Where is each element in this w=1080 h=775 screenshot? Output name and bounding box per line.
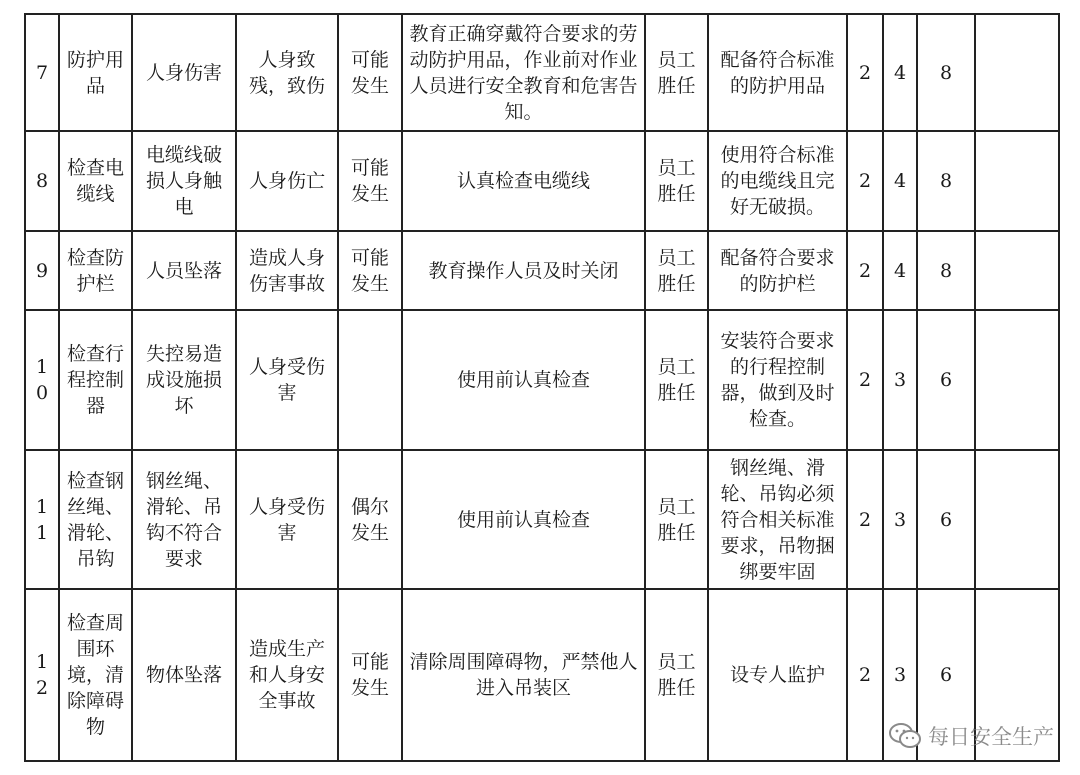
remark — [975, 450, 1059, 589]
possibility: 偶尔发生 — [338, 450, 402, 589]
l-value: 2 — [847, 131, 883, 231]
hazard: 物体坠落 — [132, 589, 236, 761]
control-measure: 教育操作人员及时关闭 — [402, 231, 645, 310]
competence: 员工胜任 — [645, 131, 708, 231]
control-measure: 教育正确穿戴符合要求的劳动防护用品，作业前对作业人员进行安全教育和危害告知。 — [402, 14, 645, 131]
competence: 员工胜任 — [645, 589, 708, 761]
check-item: 检查周围环境，清除障碍物 — [59, 589, 132, 761]
control-measure: 使用前认真检查 — [402, 450, 645, 589]
possibility: 可能发生 — [338, 131, 402, 231]
competence: 员工胜任 — [645, 231, 708, 310]
row-number: 10 — [25, 310, 59, 450]
e-value: 3 — [883, 450, 917, 589]
table-row — [25, 14, 1059, 131]
consequence: 人身受伤害 — [236, 450, 338, 589]
consequence: 人身伤亡 — [236, 131, 338, 231]
competence: 员工胜任 — [645, 310, 708, 450]
possibility: 可能发生 — [338, 14, 402, 131]
control-measure: 认真检查电缆线 — [402, 131, 645, 231]
row-number: 11 — [25, 450, 59, 589]
e-value: 3 — [883, 589, 917, 761]
table-row — [25, 231, 1059, 310]
safety-measure: 配备符合标准的防护用品 — [708, 14, 847, 131]
e-value: 3 — [883, 310, 917, 450]
check-item: 检查电缆线 — [59, 131, 132, 231]
control-measure: 清除周围障碍物，严禁他人进入吊装区 — [402, 589, 645, 761]
check-item: 检查钢丝绳、滑轮、吊钩 — [59, 450, 132, 589]
remark — [975, 14, 1059, 131]
hazard: 人员坠落 — [132, 231, 236, 310]
hazard: 人身伤害 — [132, 14, 236, 131]
hazard: 失控易造成设施损坏 — [132, 310, 236, 450]
possibility — [338, 310, 402, 450]
safety-measure: 设专人监护 — [708, 589, 847, 761]
row-number: 9 — [25, 231, 59, 310]
safety-measure: 安装符合要求的行程控制器，做到及时检查。 — [708, 310, 847, 450]
hazard: 电缆线破损人身触电 — [132, 131, 236, 231]
l-value: 2 — [847, 310, 883, 450]
row-number: 7 — [25, 14, 59, 131]
check-item: 检查行程控制器 — [59, 310, 132, 450]
l-value: 2 — [847, 231, 883, 310]
row-number: 12 — [25, 589, 59, 761]
e-value: 4 — [883, 231, 917, 310]
risk-score: 6 — [917, 450, 975, 589]
watermark-text: 每日安全生产 — [928, 725, 1054, 749]
row-number: 8 — [25, 131, 59, 231]
check-item: 防护用品 — [59, 14, 132, 131]
wechat-icon — [888, 722, 922, 750]
table-row — [25, 310, 1059, 450]
hazard: 钢丝绳、滑轮、吊钩不符合要求 — [132, 450, 236, 589]
table-row — [25, 131, 1059, 231]
possibility: 可能发生 — [338, 589, 402, 761]
l-value: 2 — [847, 589, 883, 761]
consequence: 人身致残，致伤 — [236, 14, 338, 131]
safety-measure: 钢丝绳、滑轮、吊钩必须符合相关标准要求，吊物捆绑要牢固 — [708, 450, 847, 589]
competence: 员工胜任 — [645, 450, 708, 589]
competence: 员工胜任 — [645, 14, 708, 131]
e-value: 4 — [883, 14, 917, 131]
watermark — [888, 721, 1054, 751]
possibility: 可能发生 — [338, 231, 402, 310]
safety-measure: 使用符合标准的电缆线且完好无破损。 — [708, 131, 847, 231]
l-value: 2 — [847, 450, 883, 589]
consequence: 造成生产和人身安全事故 — [236, 589, 338, 761]
remark — [975, 310, 1059, 450]
risk-score: 8 — [917, 14, 975, 131]
table-row — [25, 450, 1059, 589]
risk-score: 8 — [917, 131, 975, 231]
consequence: 人身受伤害 — [236, 310, 338, 450]
remark — [975, 231, 1059, 310]
control-measure: 使用前认真检查 — [402, 310, 645, 450]
risk-score: 8 — [917, 231, 975, 310]
consequence: 造成人身伤害事故 — [236, 231, 338, 310]
l-value: 2 — [847, 14, 883, 131]
safety-measure: 配备符合要求的防护栏 — [708, 231, 847, 310]
risk-assessment-table — [24, 13, 1060, 762]
risk-score: 6 — [917, 589, 975, 761]
check-item: 检查防护栏 — [59, 231, 132, 310]
risk-score: 6 — [917, 310, 975, 450]
remark — [975, 131, 1059, 231]
e-value: 4 — [883, 131, 917, 231]
